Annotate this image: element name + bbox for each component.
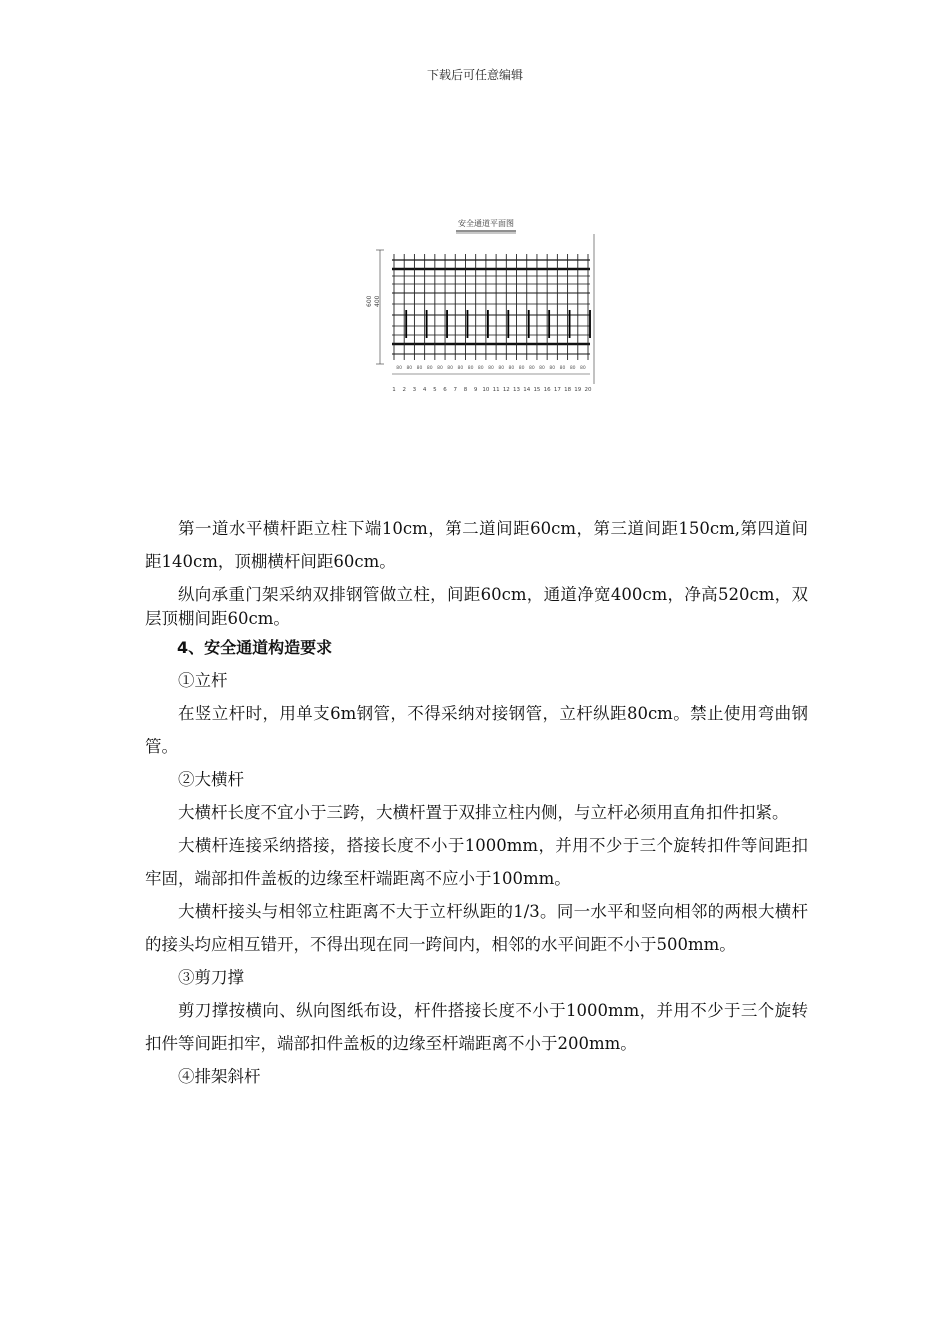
column-number: 4 bbox=[422, 387, 427, 393]
paragraph-upright: 在竖立杆时，用单支6m钢管，不得采纳对接钢管，立杆纵距80cm。禁止使用弯曲钢管。 bbox=[145, 704, 808, 756]
span-label: 80 bbox=[580, 366, 586, 371]
column-number: 8 bbox=[463, 387, 468, 393]
section-heading-4: 4、安全通道构造要求 bbox=[177, 638, 333, 657]
page-header-watermark: 下载后可任意编辑 bbox=[426, 68, 523, 82]
paragraph-gantry: 纵向承重门架采纳双排钢管做立柱，间距60cm，通道净宽400cm，净高520cm，双层顶棚间距60cm。 bbox=[145, 585, 808, 628]
span-label: 80 bbox=[406, 366, 413, 371]
span-label: 80 bbox=[477, 366, 484, 371]
paragraph-ledger-lap: 大横杆连接采纳搭接，搭接长度不小于1000mm，并用不少于三个旋转扣件等间距扣牢固，端部扣件盖板的边缘至杆端距离不应小于100mm。 bbox=[145, 836, 808, 888]
span-label: 80 bbox=[467, 366, 474, 371]
column-number: 6 bbox=[443, 387, 447, 393]
column-number: 1 bbox=[392, 387, 396, 393]
span-label: 80 bbox=[508, 366, 515, 371]
figure-title: 安全通道平面图 bbox=[458, 219, 514, 228]
dim-outer-label: 600 bbox=[366, 295, 373, 307]
subheading-upright: ①立杆 bbox=[178, 671, 228, 690]
document-body bbox=[145, 512, 808, 1093]
span-label: 80 bbox=[426, 366, 433, 371]
span-label: 80 bbox=[437, 366, 443, 371]
span-label: 80 bbox=[396, 366, 402, 371]
span-label: 80 bbox=[528, 366, 535, 371]
paragraph-ledger-joint: 大横杆接头与相邻立柱距离不大于立杆纵距的1/3。同一水平和竖向相邻的两根大横杆的接头均应相互错开，不得出现在同一跨间内，相邻的水平间距不小于500mm。 bbox=[145, 902, 808, 954]
column-number: 9 bbox=[473, 387, 478, 393]
span-label: 80 bbox=[569, 366, 576, 371]
column-number: 15 bbox=[533, 387, 541, 393]
subheading-cross-brace: ③剪刀撑 bbox=[178, 968, 244, 987]
span-label: 80 bbox=[447, 366, 454, 371]
column-number: 5 bbox=[433, 387, 437, 393]
paragraph-cross-brace: 剪刀撑按横向、纵向图纸布设，杆件搭接长度不小于1000mm，并用不少于三个旋转扣件等间距扣牢，端部扣件盖板的边缘至杆端距离不小于200mm。 bbox=[145, 1001, 808, 1053]
plan-drawing bbox=[362, 212, 602, 400]
column-number: 7 bbox=[453, 387, 458, 393]
safety-passage-plan-figure bbox=[362, 212, 602, 400]
column-number: 17 bbox=[553, 387, 561, 393]
column-number: 11 bbox=[492, 387, 500, 393]
column-number: 18 bbox=[564, 387, 572, 393]
column-number: 20 bbox=[584, 387, 592, 393]
span-label: 80 bbox=[539, 366, 545, 371]
span-label: 80 bbox=[457, 366, 464, 371]
paragraph-ledger-length: 大横杆长度不宜小于三跨，大横杆置于双排立柱内侧，与立杆必须用直角扣件扣紧。 bbox=[178, 803, 789, 822]
subheading-diagonal: ④排架斜杆 bbox=[178, 1067, 261, 1086]
span-label: 80 bbox=[549, 366, 556, 371]
span-label: 80 bbox=[498, 366, 505, 371]
span-label: 80 bbox=[518, 366, 525, 371]
column-number: 10 bbox=[482, 387, 490, 393]
column-number: 16 bbox=[543, 387, 551, 393]
column-number: 14 bbox=[523, 387, 531, 393]
dim-inner-label: 400 bbox=[374, 295, 381, 307]
span-label: 80 bbox=[559, 366, 566, 371]
span-label: 80 bbox=[488, 366, 494, 371]
column-number: 19 bbox=[574, 387, 582, 393]
span-label: 80 bbox=[416, 366, 423, 371]
column-number: 2 bbox=[402, 387, 406, 393]
subheading-ledger: ②大横杆 bbox=[178, 770, 244, 789]
column-number: 13 bbox=[513, 387, 521, 393]
paragraph-horizontal-bars: 第一道水平横杆距立柱下端10cm，第二道间距60cm，第三道间距150cm,第四道间距140cm，顶棚横杆间距60cm。 bbox=[145, 519, 808, 571]
column-number: 12 bbox=[502, 387, 510, 393]
column-number: 3 bbox=[412, 387, 417, 393]
